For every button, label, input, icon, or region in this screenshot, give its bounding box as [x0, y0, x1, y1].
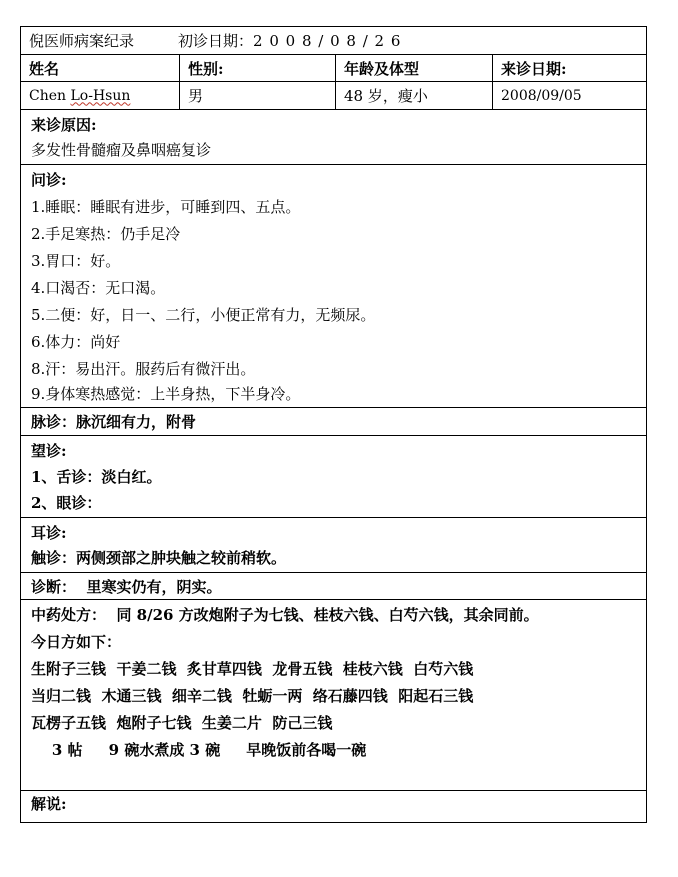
- patient-gender: 男: [188, 87, 204, 105]
- inquiry-item: 1.睡眠：睡眠有进步，可睡到四、五点。: [31, 198, 301, 216]
- herb-line: 生附子三钱 干姜二钱 炙甘草四钱 龙骨五钱 桂枝六钱 白芍六钱: [31, 660, 474, 678]
- dosage-instructions: 3 帖 9 碗水煮成 3 碗 早晚饭前各喝一碗: [31, 741, 367, 759]
- inquiry-label: 问诊:: [31, 171, 67, 189]
- diagnosis-section: [20, 572, 647, 599]
- header-visit-cell: [492, 55, 646, 81]
- patient-age-build: 48 岁，瘦小: [344, 87, 428, 105]
- patient-name: [29, 82, 179, 109]
- record-title: 倪医师病案纪录: [29, 32, 135, 50]
- observation-section: [20, 435, 647, 517]
- inquiry-item: 3.胃口：好。: [31, 252, 121, 270]
- pulse-text: 脉诊：脉沉细有力，附骨: [31, 413, 197, 431]
- patient-name-first: Chen: [29, 87, 71, 104]
- inquiry-item: 8.汗：易出汗。服药后有微汗出。: [31, 360, 256, 378]
- reason-text: 多发性骨髓瘤及鼻咽癌复诊: [31, 141, 212, 159]
- header-name-cell: [21, 55, 179, 81]
- tongue-diagnosis: 1、舌诊：淡白红。: [31, 468, 162, 486]
- inquiry-item: 9.身体寒热感觉：上半身热，下半身冷。: [31, 385, 301, 403]
- reason-section: [20, 109, 647, 164]
- pulse-section: [20, 407, 647, 435]
- visit-date: 2008/09/05: [501, 87, 582, 104]
- touch-diagnosis: 触诊：两侧颈部之肿块触之较前稍软。: [31, 549, 287, 567]
- ear-touch-section: [20, 517, 647, 572]
- header-gender: 性别:: [188, 59, 224, 78]
- title-row: [20, 26, 647, 54]
- inquiry-item: 6.体力：尚好: [31, 333, 121, 351]
- herb-line: 瓦楞子五钱 炮附子七钱 生姜二片 防己三钱: [31, 714, 333, 732]
- ear-diagnosis-label: 耳诊:: [31, 524, 67, 542]
- info-values-row: [20, 81, 647, 109]
- diagnosis-text: 诊断： 里寒实仍有，阴实。: [31, 578, 222, 596]
- first-visit-date-label: 初诊日期：: [178, 32, 254, 50]
- title-line: [29, 27, 646, 54]
- inquiry-item: 4.口渴否：无口渴。: [31, 279, 166, 297]
- reason-label: 来诊原因:: [31, 116, 97, 134]
- inquiry-item: 5.二便：好，日一、二行，小便正常有力，无频尿。: [31, 306, 376, 324]
- herb-line: 当归二钱 木通三钱 细辛二钱 牡蛎一两 络石藤四钱 阳起石三钱: [31, 687, 474, 705]
- first-visit-date-value: 2 0 0 8 / 0 8 / 2 6: [253, 31, 402, 50]
- header-age-build: 年龄及体型: [344, 59, 420, 78]
- title-cell: [21, 27, 646, 54]
- inquiry-item: 2.手足寒热：仍手足冷: [31, 225, 181, 243]
- header-gender-cell: [179, 55, 335, 81]
- medical-record-form: [20, 26, 647, 823]
- value-gender-cell: [179, 82, 335, 109]
- patient-name-last: Lo-Hsun: [70, 87, 131, 104]
- header-age-cell: [335, 55, 492, 81]
- value-visit-cell: [492, 82, 646, 109]
- eye-diagnosis: 2、眼诊：: [31, 494, 102, 512]
- header-name: 姓名: [29, 59, 60, 78]
- header-visit-date: 来诊日期:: [501, 59, 567, 78]
- prescription-line: 中药处方： 同 8/26 方改炮附子为七钱、桂枝六钱、白芍六钱，其余同前。: [31, 606, 539, 624]
- value-age-cell: [335, 82, 492, 109]
- inquiry-section: [20, 164, 647, 407]
- explanation-label: 解说:: [31, 795, 67, 813]
- prescription-intro: 今日方如下：: [31, 633, 122, 651]
- explanation-section: [20, 790, 647, 823]
- prescription-section: [20, 599, 647, 790]
- info-header-row: [20, 54, 647, 81]
- observation-label: 望诊:: [31, 442, 67, 460]
- value-name-cell: [21, 82, 179, 109]
